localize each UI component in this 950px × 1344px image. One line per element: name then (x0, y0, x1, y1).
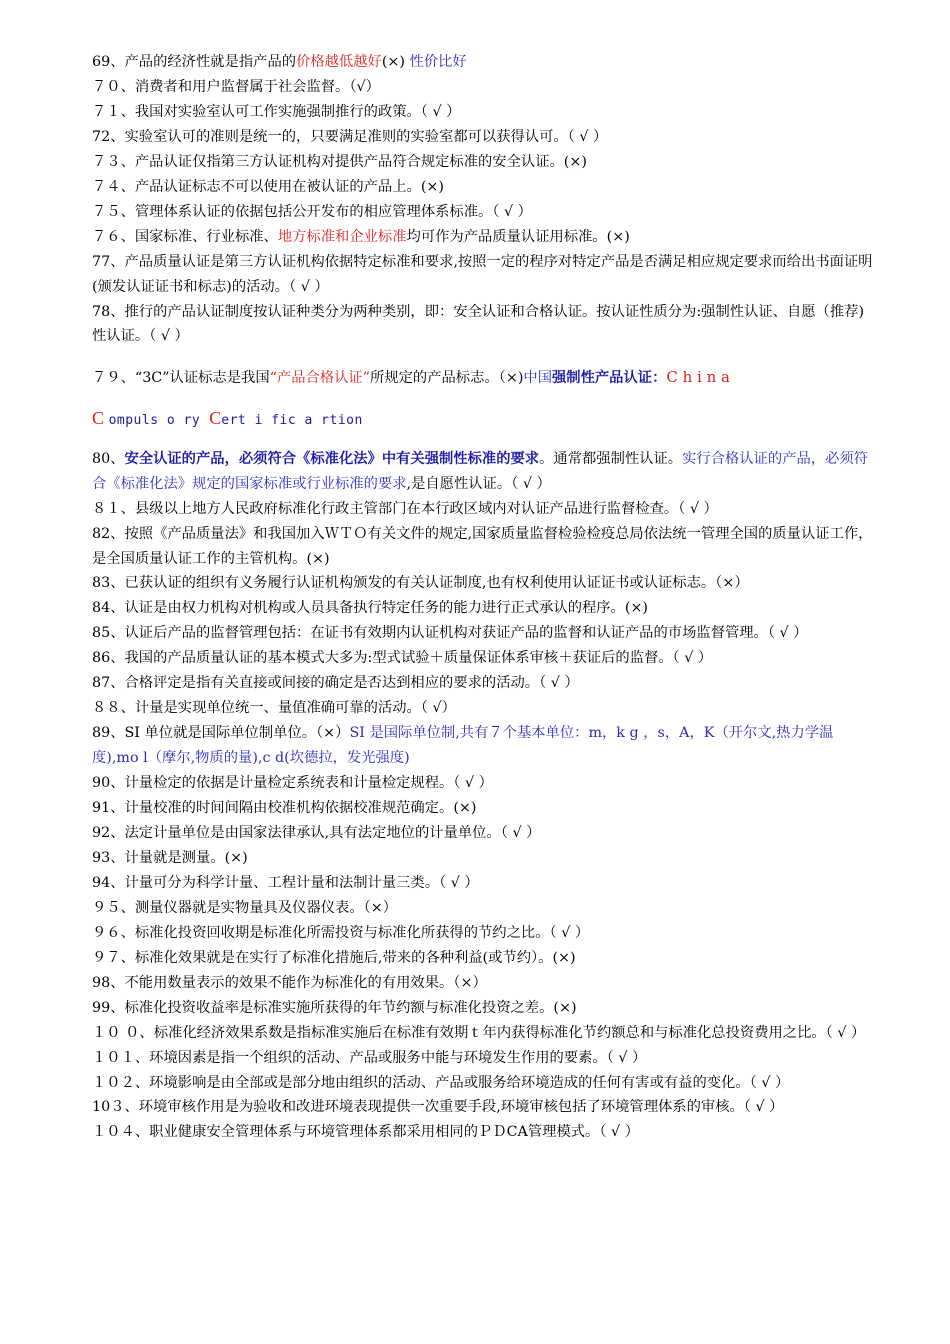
item-87: 87、合格评定是指有关直接或间接的确定是否达到相应的要求的活动。（ √ ） (92, 675, 579, 692)
item-102: １０２、环境影响是由全部或是部分地由组织的活动、产品或服务给环境造成的任何有害或有益的变化。（ √ ） (92, 1074, 790, 1091)
item-71: ７１、我国对实验室认可工作实施强制推行的政策。（ √ ） (92, 104, 461, 120)
item-91: 91、计量校准的时间间隔由校准机构依据校准规范确定。(×) (92, 799, 477, 816)
item-79: ７９、“3C”认证标志是我国“产品合格认证”所规定的产品标志。（×)中国强制性产品认证：C h i n a (92, 368, 730, 387)
item-79-latin: C ompuls o ry Cert i fic a rtion (92, 408, 363, 429)
item-75: ７５、管理体系认证的依据包括公开发布的相应管理体系标准。（ √ ） (92, 204, 532, 220)
item-69: 69、产品的经济性就是指产品的价格越低越好(×) 性价比好 (92, 54, 467, 70)
item-92: 92、法定计量单位是由国家法律承认,具有法定地位的计量单位。（ √ ） (92, 824, 541, 841)
item-82: 82、按照《产品质量法》和我国加入ＷＴＯ有关文件的规定,国家质量监督检验检疫总局依法统一管理全国的质量认证工作，是全国质量认证工作的主管机构。(×) (92, 525, 873, 567)
item-83: 83、已获认证的组织有义务履行认证机构颁发的有关认证制度,也有权利使用认证证书或认证标志。（×） (92, 575, 749, 592)
item-99: 99、标准化投资收益率是标准实施所获得的年节约额与标准化投资之差。(×) (92, 999, 577, 1016)
item-77: 77、产品质量认证是第三方认证机构依据特定标准和要求,按照一定的程序对特定产品是否满足相应规定要求而给出书面证明(颁发认证证书和标志)的活动。（ √ ） (92, 254, 873, 295)
item-104: １０４、职业健康安全管理体系与环境管理体系都采用相同的ＰＤCA管理模式。（ √ ） (92, 1124, 639, 1141)
item-80: 80、安全认证的产品，必须符合《标准化法》中有关强制性标准的要求。通常都强制性认证。实行合格认证的产品，必须符合《标准化法》规定的国家标准或行业标准的要求,是自愿性认证。（ √ ） (92, 451, 868, 492)
item-93: 93、计量就是测量。(×) (92, 849, 248, 866)
item-86: 86、我国的产品质量认证的基本模式大多为:型式试验＋质量保证体系审核＋获证后的监督。（ √ ） (92, 650, 713, 667)
item-96: ９６、标准化投资回收期是标准化所需投资与标准化所获得的节约之比。（ √ ） (92, 924, 590, 941)
item-95: ９５、测量仪器就是实物量具及仪器仪表。（×） (92, 899, 398, 916)
item-76: ７６、国家标准、行业标准、地方标准和企业标准均可作为产品质量认证用标准。(×) (92, 229, 630, 245)
item-100: １０ ０、标准化经济效果系数是指标准实施后在标准有效期ｔ年内获得标准化节约额总和与标准化总投资费用之比。（ √ ） (92, 1024, 866, 1041)
item-90: 90、计量检定的依据是计量检定系统表和计量检定规程。（ √ ） (92, 774, 493, 791)
item-70: ７０、消费者和用户监督属于社会监督。（√） (92, 79, 380, 95)
item-97: ９７、标准化效果就是在实行了标准化措施后,带来的各种利益(或节约）。(×) (92, 949, 576, 966)
item-78: 78、推行的产品认证制度按认证种类分为两种类别，即：安全认证和合格认证。按认证性质分为:强制性认证、自愿（推荐)性认证。（ √ ） (92, 303, 865, 345)
item-73: ７３、产品认证仅指第三方认证机构对提供产品符合规定标准的安全认证。(×) (92, 154, 587, 170)
item-94: 94、计量可分为科学计量、工程计量和法制计量三类。（ √ ） (92, 874, 479, 891)
item-85: 85、认证后产品的监督管理包括：在证书有效期内认证机构对获证产品的监督和认证产品的市场监督管理。（ √ ） (92, 625, 808, 642)
item-81: ８１、县级以上地方人民政府标准化行政主管部门在本行政区域内对认证产品进行监督检查。（ √ ） (92, 500, 718, 517)
item-72: 72、实验室认可的准则是统一的，只要满足准则的实验室都可以获得认可。（ √ ） (92, 129, 608, 145)
item-84: 84、认证是由权力机构对机构或人员具备执行特定任务的能力进行正式承认的程序。(×) (92, 600, 649, 617)
item-98: 98、不能用数量表示的效果不能作为标准化的有用效果。（×） (92, 974, 487, 991)
item-101: １０１、环境因素是指一个组织的活动、产品或服务中能与环境发生作用的要素。（ √ ） (92, 1049, 647, 1066)
document-page (92, 50, 877, 1145)
item-89: 89、SI 单位就是国际单位制单位。（×）SI 是国际单位制,共有７个基本单位：m，k g ，s，A，K（开尔文,热力学温度),mo l（摩尔,物质的量),c d(坎德拉，发光强度) (92, 725, 834, 766)
item-74: ７４、产品认证标志不可以使用在被认证的产品上。(×) (92, 179, 444, 195)
item-88: ８８、计量是实现单位统一、量值准确可靠的活动。（ √） (92, 700, 456, 717)
item-103: 10３、环境审核作用是为验收和改进环境表现提供一次重要手段,环境审核包括了环境管理体系的审核。（ √ ） (92, 1099, 784, 1116)
